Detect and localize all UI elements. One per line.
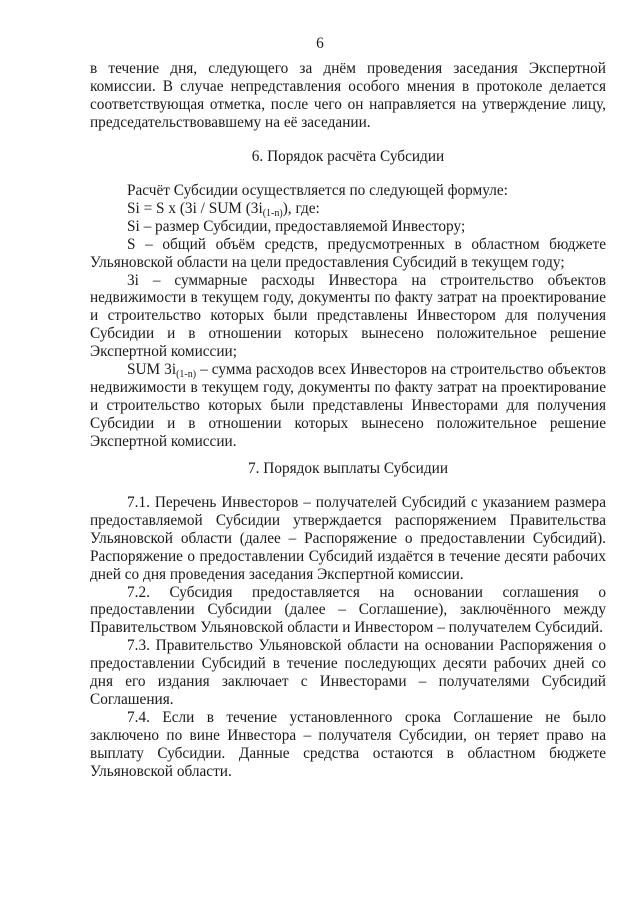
definition-3i: 3i – суммарные расходы Инвестора на строительство объектов недвижимости в текущем году, документы по факту затрат на проектирование и строительство которых были представлены Инвестором для получения Субсидии и в отношении которых вынесено положительное решение Экспертной комиссии; — [90, 271, 606, 361]
intro-paragraph-block — [90, 60, 606, 132]
intro-paragraph: в течение дня, следующего за днём проведения заседания Экспертной комиссии. В случае непредставления особого мнения в протоколе делается соответствующая отметка, после чего он направляется на утверждение лицу, председательствовавшему на её заседании. — [90, 60, 606, 131]
clause-7-4: 7.4. Если в течение установленного срока Соглашение не было заключено по вине Инвестора – получателя Субсидии, он теряет право на выплату Субсидии. Данные средства остаются в областном бюджете Ульяновской области. — [90, 708, 606, 780]
definition-sum-subscript: (1-n) — [176, 369, 197, 381]
section-7-heading: 7. Порядок выплаты Субсидии — [247, 460, 449, 477]
definition-sum — [90, 361, 606, 451]
definition-s: S – общий объём средств, предусмотренных в областном бюджете Ульяновской области на цели предоставления Субсидий в текущем году; — [90, 235, 606, 271]
section-7-body — [90, 494, 606, 781]
formula — [90, 200, 606, 218]
formula-subscript: (1-n) — [262, 207, 283, 219]
formula-end: ), где: — [282, 199, 320, 217]
section-6-body — [90, 182, 606, 451]
formula-main: Si = S x (3i / SUM (3i — [127, 199, 263, 217]
clause-7-2: 7.2. Субсидия предоставляется на основании соглашения о предоставлении Субсидии (далее – Соглашение), заключённого между Правительством Ульяновской области и Инвестором – получателем Субсидий. — [90, 583, 606, 637]
definition-sum-rest: – сумма расходов всех Инвесторов на строительство объектов недвижимости в текущем году, документы по факту затрат на проектирование и строительство которых были представлены Инвесторами для получения Субсидии и в отношении которых вынесено положительное решение Экспертной комиссии. — [90, 361, 606, 450]
definition-sum-lead: SUM 3i — [127, 361, 177, 379]
definition-si: Si – размер Субсидии, предоставляемой Инвестору; — [127, 217, 466, 235]
section-6-heading: 6. Порядок расчёта Субсидии — [251, 148, 445, 165]
clause-7-1: 7.1. Перечень Инвесторов – получателей Субсидий с указанием размера предоставляемой Субсидии утверждается распоряжением Правительства Ульяновской области (далее – Распоряжение о предоставлении Субсидий). Распоряжение о предоставлении Субсидий издаётся в течение десяти рабочих дней со дня проведения заседания Экспертной комиссии. — [90, 494, 606, 583]
clause-7-3: 7.3. Правительство Ульяновской области на основании Распоряжения о предоставлении Субсидий в течение последующих десяти рабочих дней со дня его издания заключает с Инвесторами – получателями Субсидий Соглашения. — [90, 637, 606, 708]
formula-intro: Расчёт Субсидии осуществляется по следующей формуле: — [127, 182, 508, 199]
page-number: 6 — [316, 35, 324, 52]
